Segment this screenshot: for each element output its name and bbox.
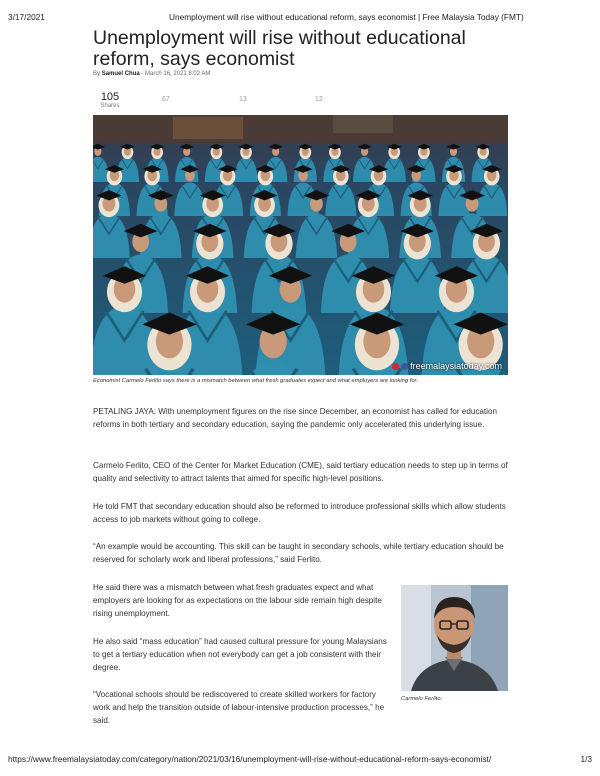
print-page-title: Unemployment will rise without educational reform, says economist | Free Malaysia Today (FMT) bbox=[169, 12, 524, 22]
author-link[interactable]: Samuel Chua bbox=[101, 71, 140, 77]
portrait-caption: Carmelo Ferlito. bbox=[401, 696, 443, 702]
shares-count: 105 bbox=[100, 91, 120, 103]
social-share-count-2[interactable]: 13 bbox=[239, 96, 247, 103]
article-paragraph-3: He told FMT that secondary education should also be reformed to introduce professional skills which allow students access to job markets without going to college. bbox=[93, 502, 506, 524]
print-header bbox=[8, 12, 592, 24]
portrait-photo bbox=[401, 585, 508, 691]
watermark-logo-icon bbox=[392, 363, 399, 370]
page-number: 1/3 bbox=[580, 754, 592, 764]
article-paragraph-1: PETALING JAYA: With unemployment figures on the rise since December, an economist has called for education reforms in both tertiary and secondary education, saying the pandemic only accelerated this underlying issue. bbox=[93, 407, 497, 429]
print-url: https://www.freemalaysiatoday.com/category/nation/2021/03/16/unemployment-will-rise-without-educational-reform-says-economist/ bbox=[8, 754, 492, 764]
article-headline: Unemployment will rise without educational reform, says economist bbox=[93, 27, 466, 70]
byline-prefix: By bbox=[93, 71, 101, 77]
hero-image bbox=[93, 115, 508, 375]
article-paragraph-7: “Vocational schools should be rediscovered to create skilled workers for factory work and help the transition outside of labour-intensive production processes,” he said. bbox=[93, 690, 385, 725]
shares-counter bbox=[98, 92, 122, 109]
hero-caption: Economist Carmelo Ferlito says there is a mismatch between what fresh graduates expect and what employers are looking for. bbox=[93, 378, 418, 384]
byline bbox=[93, 71, 210, 77]
article-paragraph-4: “An example would be accounting. This skill can be taught in secondary schools, while tertiary education should be reserved for scholarly work and liberal professions,” said Ferlito. bbox=[93, 542, 504, 564]
photo-watermark bbox=[392, 361, 502, 371]
article-paragraph-5: He said there was a mismatch between what fresh graduates expect and what employers are looking for as expectations on the labour side remain high despite rising unemployment. bbox=[93, 583, 382, 618]
graduates-photo bbox=[93, 115, 508, 375]
social-share-count-3[interactable]: 12 bbox=[315, 96, 323, 103]
watermark-text: freemalaysiatoday.com bbox=[410, 361, 502, 371]
print-date: 3/17/2021 bbox=[8, 12, 45, 22]
portrait-image bbox=[401, 585, 508, 691]
watermark-facebook-icon bbox=[401, 363, 408, 370]
social-share-count-1[interactable]: 67 bbox=[162, 96, 170, 103]
shares-label: Shares bbox=[100, 103, 120, 109]
article-paragraph-6: He also said “mass education” had caused cultural pressure for young Malaysians to get a tertiary education when not everybody can get a job consistent with their degree. bbox=[93, 637, 387, 672]
byline-separator: - bbox=[141, 71, 144, 77]
publish-timestamp: March 16, 2021 8:02 AM bbox=[145, 71, 211, 77]
article-paragraph-2: Carmelo Ferlito, CEO of the Center for Market Education (CME), said tertiary education needs to step up in terms of quality and selectivity to attract talents that aimed for specific high-level positions. bbox=[93, 461, 508, 483]
